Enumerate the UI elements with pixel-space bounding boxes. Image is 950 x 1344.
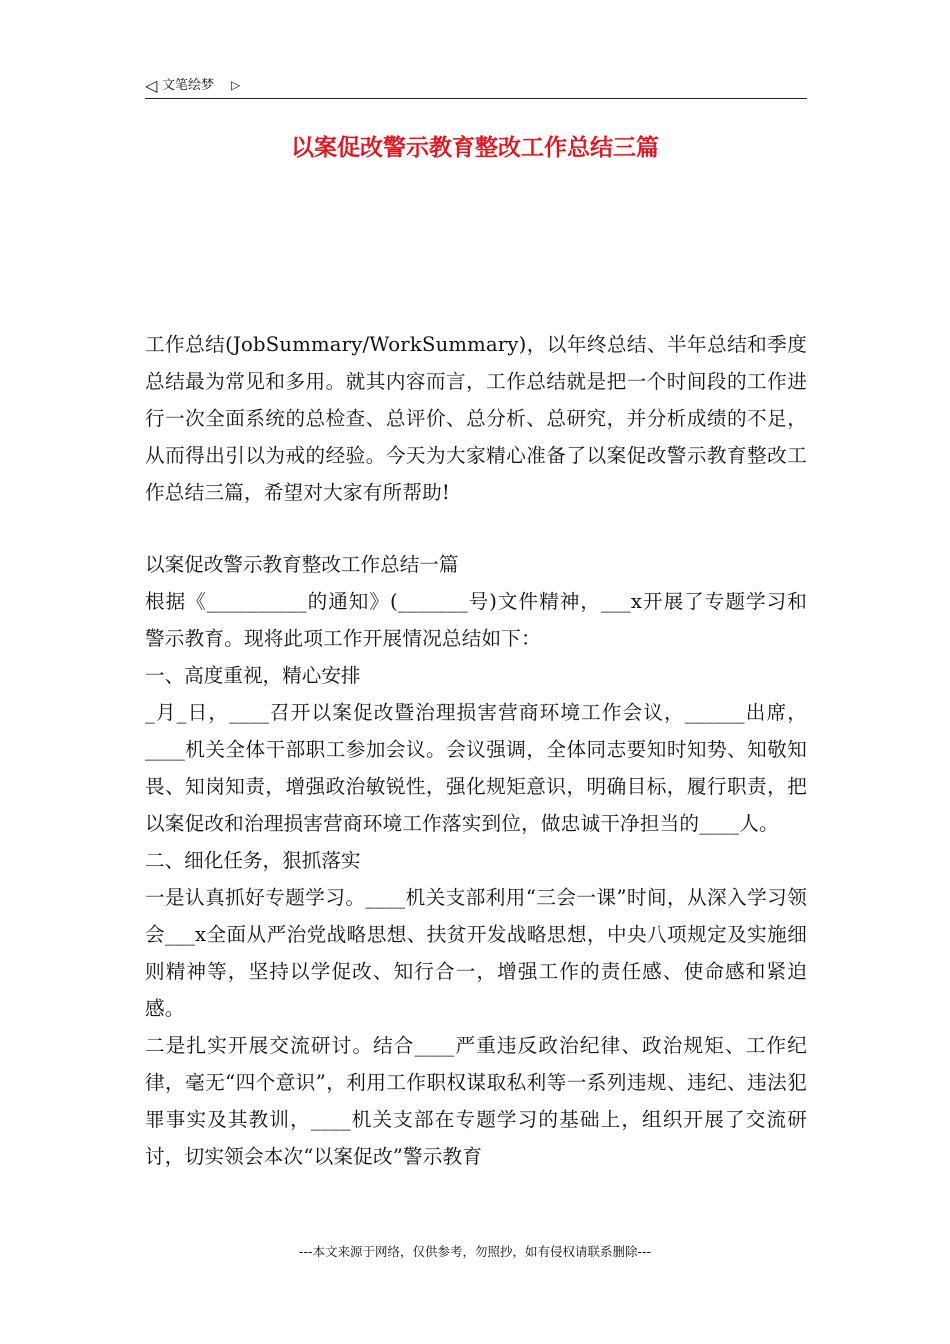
paragraph-discussion: 二是扎实开展交流研讨。结合____严重违反政治纪律、政治规矩、工作纪律，毫无“四个意识”，利用工作职权谋取私利等一系列违规、违纪、违法犯罪事实及其教训，____机关支部在专题学习的基础上，组织开展了交流研讨，切实领会本次“以案促改”警示教育 [145, 1034, 807, 1168]
paragraph-gap [145, 511, 807, 546]
right-triangle-icon: ▷ [231, 78, 241, 92]
heading-two: 二、细化任务，狠抓落实 [145, 849, 361, 872]
header-brand: 文笔绘梦 [162, 78, 215, 93]
document-title: 以案促改警示教育整改工作总结三篇 [291, 135, 659, 161]
paragraph-meeting: _月_日，____召开以案促改暨治理损害营商环境工作会议，______出席，____机关全体干部职工参加会议。会议强调，全体同志要知时知势、知敬知畏、知岗知责，增强政治敏锐性，强化规矩意识，明确目标，履行职责，把以案促改和治理损害营商环境工作落实到位，做忠诚干净担当的____人。 [145, 701, 807, 835]
intro-paragraph: 工作总结(JobSummary/WorkSummary)，以年终总结、半年总结和季度总结最为常见和多用。就其内容而言，工作总结就是把一个时间段的工作进行一次全面系统的总检查、总评价、总分析、总研究，并分析成绩的不足，从而得出引以为戒的经验。今天为大家精心准备了以案促改警示教育整改工作总结三篇，希望对大家有所帮助! [145, 333, 807, 504]
footer-disclaimer: ---本文来源于网络，仅供参考，勿照抄，如有侵权请联系删除--- [298, 1244, 652, 1259]
heading-one: 一、高度重视，精心安排 [145, 664, 361, 687]
document-body [145, 326, 807, 1175]
page-header [145, 74, 807, 99]
paragraph-basis: 根据《__________的通知》(_______号)文件精神，___x开展了专题学习和警示教育。现将此项工作开展情况总结如下： [145, 590, 807, 650]
paragraph-study: 一是认真抓好专题学习。____机关支部利用“三会一课”时间，从深入学习领会___x全面从严治党战略思想、扶贫开发战略思想，中央八项规定及实施细则精神等，坚持以学促改、知行合一，增强工作的责任感、使命感和紧迫感。 [145, 886, 807, 1020]
left-triangle-icon: ◁ [145, 76, 158, 95]
section-title: 以案促改警示教育整改工作总结一篇 [145, 553, 459, 576]
